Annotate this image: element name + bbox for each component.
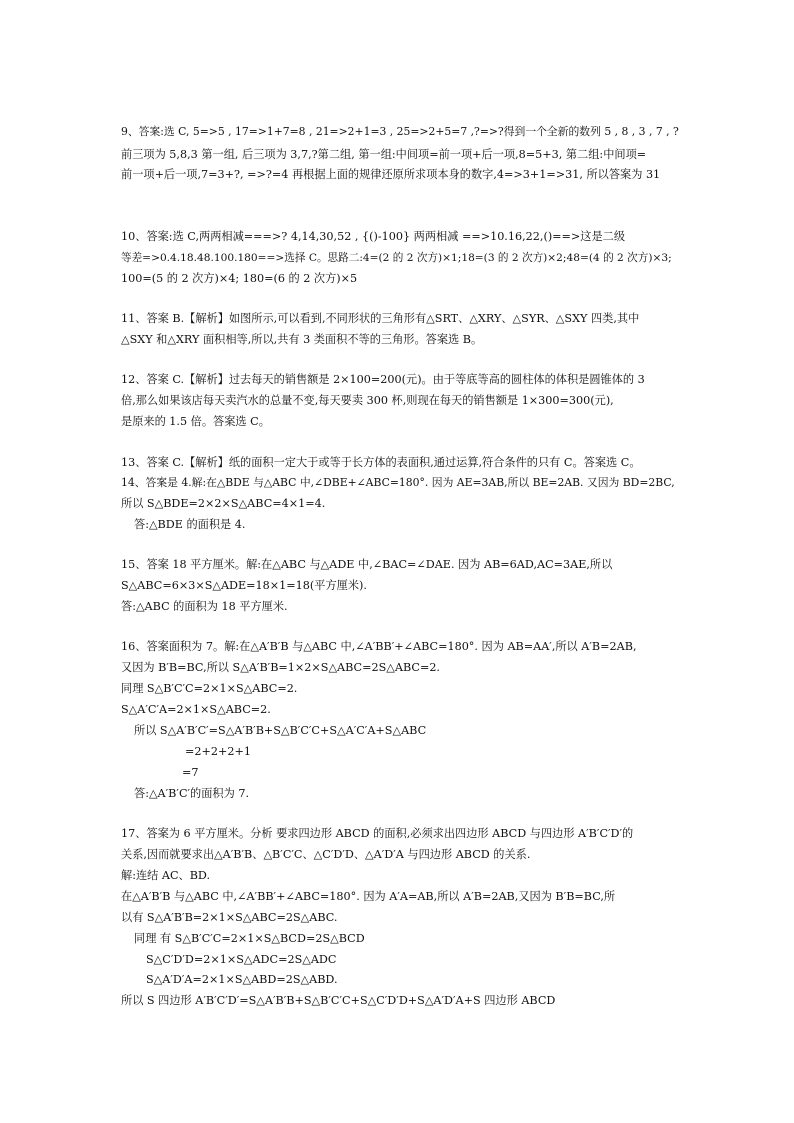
text-line: 10、答案:选 C,两两相减===>? 4,14,30,52 , {()-100} 两两相减 ==>10.16,22,()==>这是二级 — [121, 230, 626, 243]
text-line: S△A′D′A=2×1×S△ABD=2S△ABD. — [146, 973, 338, 986]
text-line: 又因为 B′B=BC,所以 S△A′B′B=1×2×S△ABC=2S△ABC=2. — [121, 661, 440, 674]
text-line: △SXY 和△XRY 面积相等,所以,共有 3 类面积不等的三角形。答案选 B。 — [121, 333, 483, 346]
text-line: S△ABC=6×3×S△ADE=18×1=18(平方厘米). — [121, 579, 367, 592]
text-line: 等差=>0.4.18.48.100.180==>选择 C。思路二:4=(2 的 2 次方)×1;18=(3 的 2 次方)×2;48=(4 的 2 次方)×3; — [121, 252, 672, 264]
text-line: 前三项为 5,8,3 第一组, 后三项为 3,7,?第二组, 第一组:中间项=前一项+后一项,8=5+3, 第二组:中间项= — [121, 148, 647, 161]
text-line: 在△A′B′B 与△ABC 中,∠A′BB′+∠ABC=180°. 因为 A′A=AB,所以 A′B=2AB,又因为 B′B=BC,所 — [121, 890, 616, 903]
text-line: S△C′D′D=2×1×S△ADC=2S△ADC — [146, 953, 337, 966]
text-line: 答:△BDE 的面积是 4. — [134, 518, 246, 531]
text-line: 关系,因而就要求出△A′B′B、△B′C′C、△C′D′D、△A′D′A 与四边形 ABCD 的关系. — [121, 848, 531, 861]
text-line: 同理 有 S△B′C′C=2×1×S△BCD=2S△BCD — [134, 932, 365, 945]
text-line: 16、答案面积为 7。解:在△A′B′B 与△ABC 中,∠A′BB′+∠ABC=180°. 因为 AB=AA′,所以 A′B=2AB, — [121, 640, 637, 653]
text-line: 12、答案 C.【解析】过去每天的销售额是 2×100=200(元)。由于等底等高的圆柱体的体积是圆锥体的 3 — [121, 373, 645, 386]
text-line: 答:△A′B′C′的面积为 7. — [134, 787, 250, 800]
text-line: 所以 S 四边形 A′B′C′D′=S△A′B′B+S△B′C′C+S△C′D′D+S△A′D′A+S 四边形 ABCD — [121, 994, 556, 1007]
text-line: 以有 S△A′B′B=2×1×S△ABC=2S△ABC. — [121, 911, 338, 924]
text-line: 11、答案 B.【解析】如图所示,可以看到,不同形状的三角形有△SRT、△XRY、△SYR、△SXY 四类,其中 — [121, 312, 640, 325]
text-line: 倍,那么如果该店每天卖汽水的总量不变,每天要卖 300 杯,则现在每天的销售额是 1×300=300(元), — [121, 394, 614, 407]
text-line: 同理 S△B′C′C=2×1×S△ABC=2. — [121, 682, 298, 695]
text-line: 100=(5 的 2 次方)×4; 180=(6 的 2 次方)×5 — [121, 272, 358, 285]
text-line: 所以 S△BDE=2×2×S△ABC=4×1=4. — [121, 497, 326, 510]
text-line: 15、答案 18 平方厘米。解:在△ABC 与△ADE 中,∠BAC=∠DAE. 因为 AB=6AD,AC=3AE,所以 — [121, 558, 613, 571]
text-line: 前一项+后一项,7=3+?, =>?=4 再根据上面的规律还原所求项本身的数字,4=>3+1=>31, 所以答案为 31 — [121, 168, 661, 181]
text-line: =2+2+2+1 — [185, 745, 251, 758]
text-line: 14、答案是 4.解:在△BDE 与△ABC 中,∠DBE+∠ABC=180°. 因为 AE=3AB,所以 BE=2AB. 又因为 BD=2BC, — [121, 476, 675, 489]
text-line: 17、答案为 6 平方厘米。分析 要求四边形 ABCD 的面积,必须求出四边形 ABCD 与四边形 A′B′C′D′的 — [121, 827, 634, 840]
text-line: S△A′C′A=2×1×S△ABC=2. — [121, 703, 271, 716]
text-line: =7 — [182, 766, 199, 779]
text-line: 13、答案 C.【解析】纸的面积一定大于或等于长方体的表面积,通过运算,符合条件的只有 C。答案选 C。 — [121, 456, 641, 469]
text-line: 所以 S△A′B′C′=S△A′B′B+S△B′C′C+S△A′C′A+S△ABC — [134, 724, 427, 737]
text-line: 9、答案:选 C, 5=>5 , 17=>1+7=8 , 21=>2+1=3 , 25=>2+5=7 ,?=>?得到一个全新的数列 5 , 8 , 3 , 7 , ? — [121, 125, 679, 138]
text-line: 答:△ABC 的面积为 18 平方厘米. — [121, 600, 288, 613]
text-line: 解:连结 AC、BD. — [121, 869, 211, 882]
text-line: 是原来的 1.5 倍。答案选 C。 — [121, 415, 270, 428]
